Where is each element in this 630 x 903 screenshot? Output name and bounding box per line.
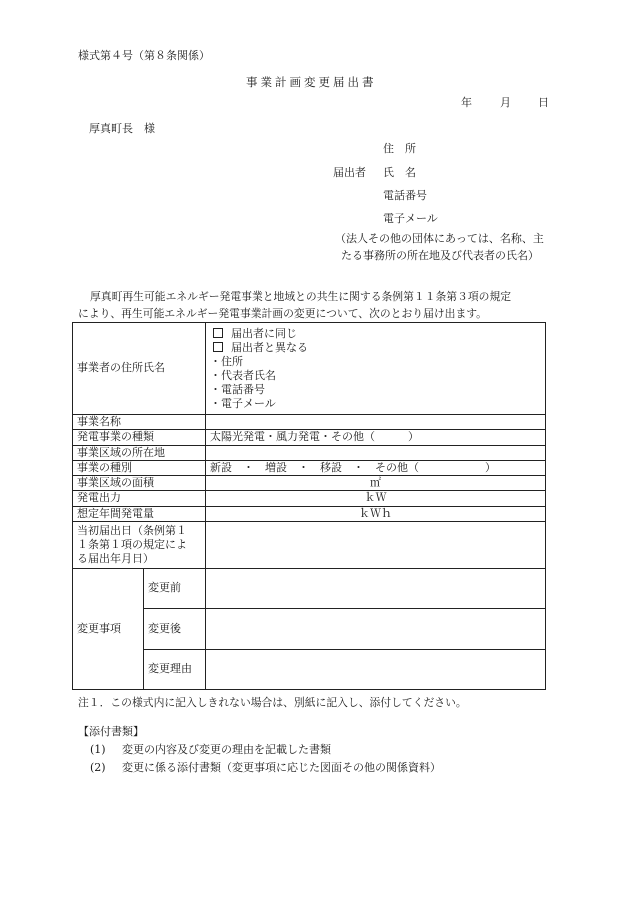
initial-date-label: 当初届出日（条例第１ １条第１項の規定によ る届出年月日）	[73, 522, 206, 569]
project-name-field[interactable]	[206, 415, 546, 430]
project-type-label: 事業の種別	[73, 460, 206, 475]
intro-line1: 厚真町再生可能エネルギー発電事業と地域との共生に関する条例第１１条第３項の規定	[90, 290, 512, 303]
initial-date-field[interactable]	[206, 522, 546, 569]
form-table	[72, 322, 546, 690]
form-note: 注１．この様式内に記入しきれない場合は、別紙に記入し、添付してください。	[78, 696, 467, 709]
operator-field-representative: ・代表者氏名	[210, 368, 276, 382]
same-as-applicant-option[interactable]: 届出者に同じ	[210, 327, 541, 341]
operator-cell[interactable]	[206, 323, 546, 415]
applicant-note-line1: （法人その他の団体にあっては、名称、主	[335, 232, 544, 245]
applicant-note-line2: たる事務所の所在地及び代表者の氏名）	[341, 249, 539, 262]
power-type-label: 発電事業の種類	[73, 430, 206, 445]
page-title: 事業計画変更届出書	[246, 75, 377, 89]
after-label: 変更後	[144, 609, 206, 650]
attachment-item-2: 変更に係る添付書類（変更事項に応じた図面その他の関係資料）	[122, 761, 441, 774]
project-name-row	[73, 415, 546, 430]
area-location-row	[73, 445, 546, 460]
initial-date-row	[73, 522, 546, 569]
attachment-number-1: (1)	[90, 743, 106, 756]
area-location-label: 事業区域の所在地	[73, 445, 206, 460]
change-before-row	[73, 569, 546, 609]
email-label: 電子メール	[383, 212, 438, 225]
output-label: 発電出力	[73, 491, 206, 506]
address-label: 住 所	[383, 142, 416, 155]
date-month: 月	[500, 96, 511, 109]
power-type-row	[73, 430, 546, 445]
checkbox-icon[interactable]	[213, 342, 223, 352]
before-field[interactable]	[206, 569, 546, 609]
checkbox-icon[interactable]	[213, 328, 223, 338]
name-label: 氏 名	[383, 166, 416, 179]
power-type-field[interactable]: 太陽光発電・風力発電・その他（ ）	[206, 430, 546, 445]
different-from-applicant-option[interactable]: 届出者と異なる	[210, 341, 541, 355]
attachments-heading: 【添付書類】	[78, 725, 144, 738]
reason-field[interactable]	[206, 650, 546, 690]
changes-label: 変更事項	[73, 569, 144, 690]
annual-generation-row	[73, 506, 546, 521]
operator-field-email: ・電子メール	[210, 396, 276, 410]
applicant-role-label: 届出者	[333, 166, 366, 179]
change-reason-row	[73, 650, 546, 690]
change-after-row	[73, 609, 546, 650]
annual-generation-field[interactable]: ｋＷｈ	[206, 506, 546, 521]
attachment-item-1: 変更の内容及び変更の理由を記載した書類	[122, 743, 331, 756]
operator-label: 事業者の住所氏名	[73, 323, 206, 415]
output-row	[73, 491, 546, 506]
output-field[interactable]: ｋＷ	[206, 491, 546, 506]
area-size-field[interactable]: ㎡	[206, 476, 546, 491]
area-size-row	[73, 476, 546, 491]
date-year: 年	[461, 96, 472, 109]
form-number: 様式第４号（第８条関係）	[78, 49, 210, 62]
intro-line2: により、再生可能エネルギー発電事業計画の変更について、次のとおり届け出ます。	[78, 307, 487, 320]
before-label: 変更前	[144, 569, 206, 609]
date-day: 日	[538, 96, 549, 109]
project-name-label: 事業名称	[73, 415, 206, 430]
attachment-number-2: (2)	[90, 761, 106, 774]
area-location-field[interactable]	[206, 445, 546, 460]
operator-field-address: ・住所	[210, 354, 243, 368]
operator-field-phone: ・電話番号	[210, 382, 265, 396]
project-type-row	[73, 460, 546, 475]
area-size-label: 事業区域の面積	[73, 476, 206, 491]
operator-row	[73, 323, 546, 415]
after-field[interactable]	[206, 609, 546, 650]
project-type-field[interactable]: 新設 ・ 増設 ・ 移設 ・ その他（ ）	[206, 460, 546, 475]
phone-label: 電話番号	[383, 189, 427, 202]
addressee: 厚真町長 様	[89, 122, 155, 135]
annual-generation-label: 想定年間発電量	[73, 506, 206, 521]
reason-label: 変更理由	[144, 650, 206, 690]
